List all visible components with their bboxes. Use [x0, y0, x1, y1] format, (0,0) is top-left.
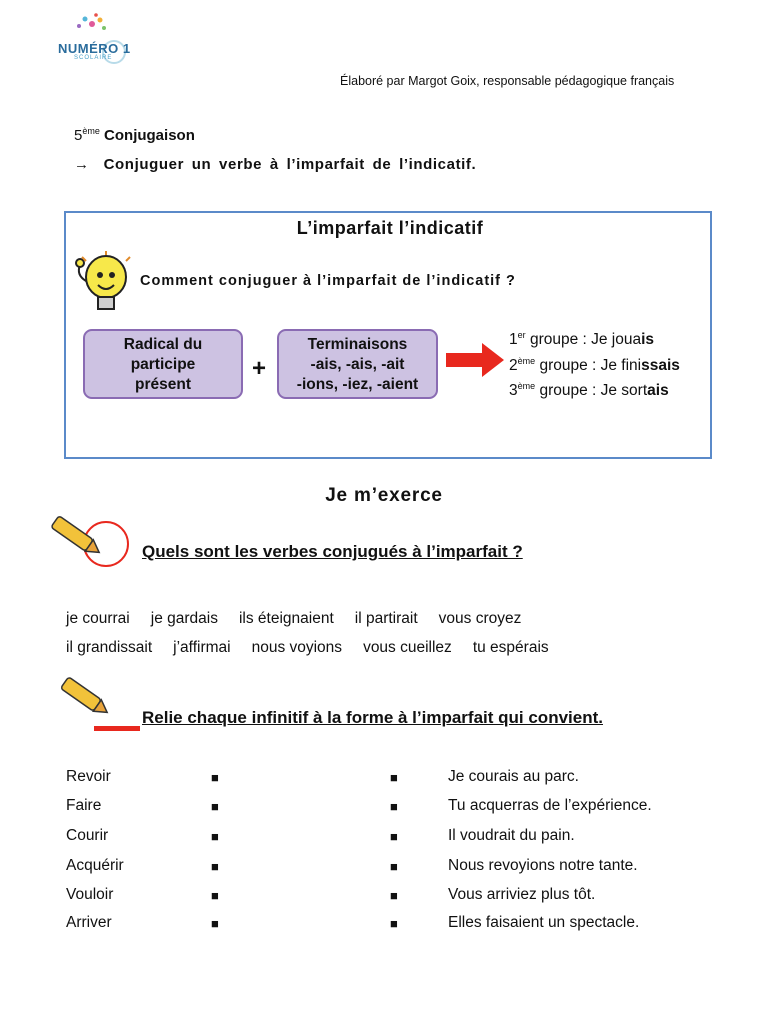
imparfait-form: Elles faisaient un spectacle. [448, 914, 640, 931]
level-sup: ème [82, 126, 100, 136]
verb-option[interactable]: nous voyions [251, 639, 343, 656]
verb-option[interactable]: il partirait [354, 610, 418, 627]
endings-line: -ais, -ais, -ait [310, 356, 405, 373]
endings-line: Terminaisons [307, 336, 408, 353]
match-dot-right[interactable]: ■ [390, 770, 398, 785]
level-number: 5 [74, 127, 83, 144]
verb-option[interactable]: il grandissait [66, 639, 153, 656]
objective-text: Conjuguer un verbe à l’imparfait de l’indicatif. [103, 156, 477, 173]
radical-line: présent [135, 376, 191, 393]
groups-examples [509, 325, 680, 402]
lightbulb-icon [72, 251, 136, 321]
match-dot-right[interactable]: ■ [390, 799, 398, 814]
author-credit: Élaboré par Margot Goix, responsable pédagogique français [340, 74, 675, 88]
logo-subtext: SCOLAIRE [74, 55, 113, 61]
verb-option[interactable]: vous cueillez [363, 639, 452, 656]
imparfait-form: Nous revoyions notre tante. [448, 857, 638, 874]
logo-text: NUMÉRO 1 [58, 41, 131, 56]
match-dot-left[interactable]: ■ [211, 799, 219, 814]
group-line-1: 1er groupe : Je jouais [509, 330, 655, 349]
radical-box [83, 329, 243, 399]
group-line-2: 2ème groupe : Je finissais [509, 355, 680, 374]
match-dot-right[interactable]: ■ [390, 888, 398, 903]
verb-option[interactable]: je gardais [150, 610, 218, 627]
infinitive-item: Vouloir [66, 886, 114, 903]
verb-option[interactable]: vous croyez [438, 610, 522, 627]
match-dot-left[interactable]: ■ [211, 859, 219, 874]
verb-option[interactable]: tu espérais [472, 639, 549, 656]
radical-line: participe [130, 356, 196, 373]
match-dot-left[interactable]: ■ [211, 888, 219, 903]
infinitive-item: Revoir [66, 768, 111, 785]
imparfait-form: Tu acquerras de l’expérience. [448, 797, 652, 814]
imparfait-form: Vous arriviez plus tôt. [448, 886, 596, 903]
level-subject [74, 126, 195, 144]
match-dot-right[interactable]: ■ [390, 859, 398, 874]
match-dot-left[interactable]: ■ [211, 829, 219, 844]
rule-box [64, 211, 712, 459]
match-dot-left[interactable]: ■ [211, 770, 219, 785]
verbs-row-1 [66, 610, 542, 628]
match-dot-right[interactable]: ■ [390, 829, 398, 844]
rule-question: Comment conjuguer à l’imparfait de l’indicatif ? [140, 273, 516, 289]
endings-line: -ions, -iez, -aient [296, 376, 419, 393]
radical-line: Radical du [123, 336, 203, 353]
subject: Conjugaison [104, 127, 195, 144]
rule-title: L’imparfait l’indicatif [296, 218, 484, 238]
pencil-line-icon [58, 674, 142, 736]
match-dot-left[interactable]: ■ [211, 916, 219, 931]
endings-box [277, 329, 438, 399]
exercise-title: Je m’exerce [325, 485, 443, 506]
verb-option[interactable]: ils éteignaient [238, 610, 334, 627]
arrow-icon: → [74, 156, 90, 173]
infinitive-item: Faire [66, 797, 102, 814]
exercise2-question: Relie chaque infinitif à la forme à l’imparfait qui convient. [142, 708, 603, 727]
verb-option[interactable]: je courrai [66, 610, 130, 627]
verb-option[interactable]: j’affirmai [173, 639, 231, 656]
match-dot-right[interactable]: ■ [390, 916, 398, 931]
pencil-circle-icon [44, 508, 134, 570]
group-line-3: 3ème groupe : Je sortais [509, 381, 669, 400]
arrow-right-icon [446, 343, 504, 377]
imparfait-form: Il voudrait du pain. [448, 827, 575, 844]
exercise1-question: Quels sont les verbes conjugués à l’imparfait ? [142, 542, 523, 561]
imparfait-form: Je courais au parc. [448, 768, 579, 785]
verbs-row-2 [66, 639, 570, 657]
plus-sign: + [252, 355, 267, 382]
infinitive-item: Courir [66, 827, 109, 844]
objective [74, 156, 476, 173]
infinitive-item: Acquérir [66, 857, 124, 874]
infinitive-item: Arriver [66, 914, 112, 931]
